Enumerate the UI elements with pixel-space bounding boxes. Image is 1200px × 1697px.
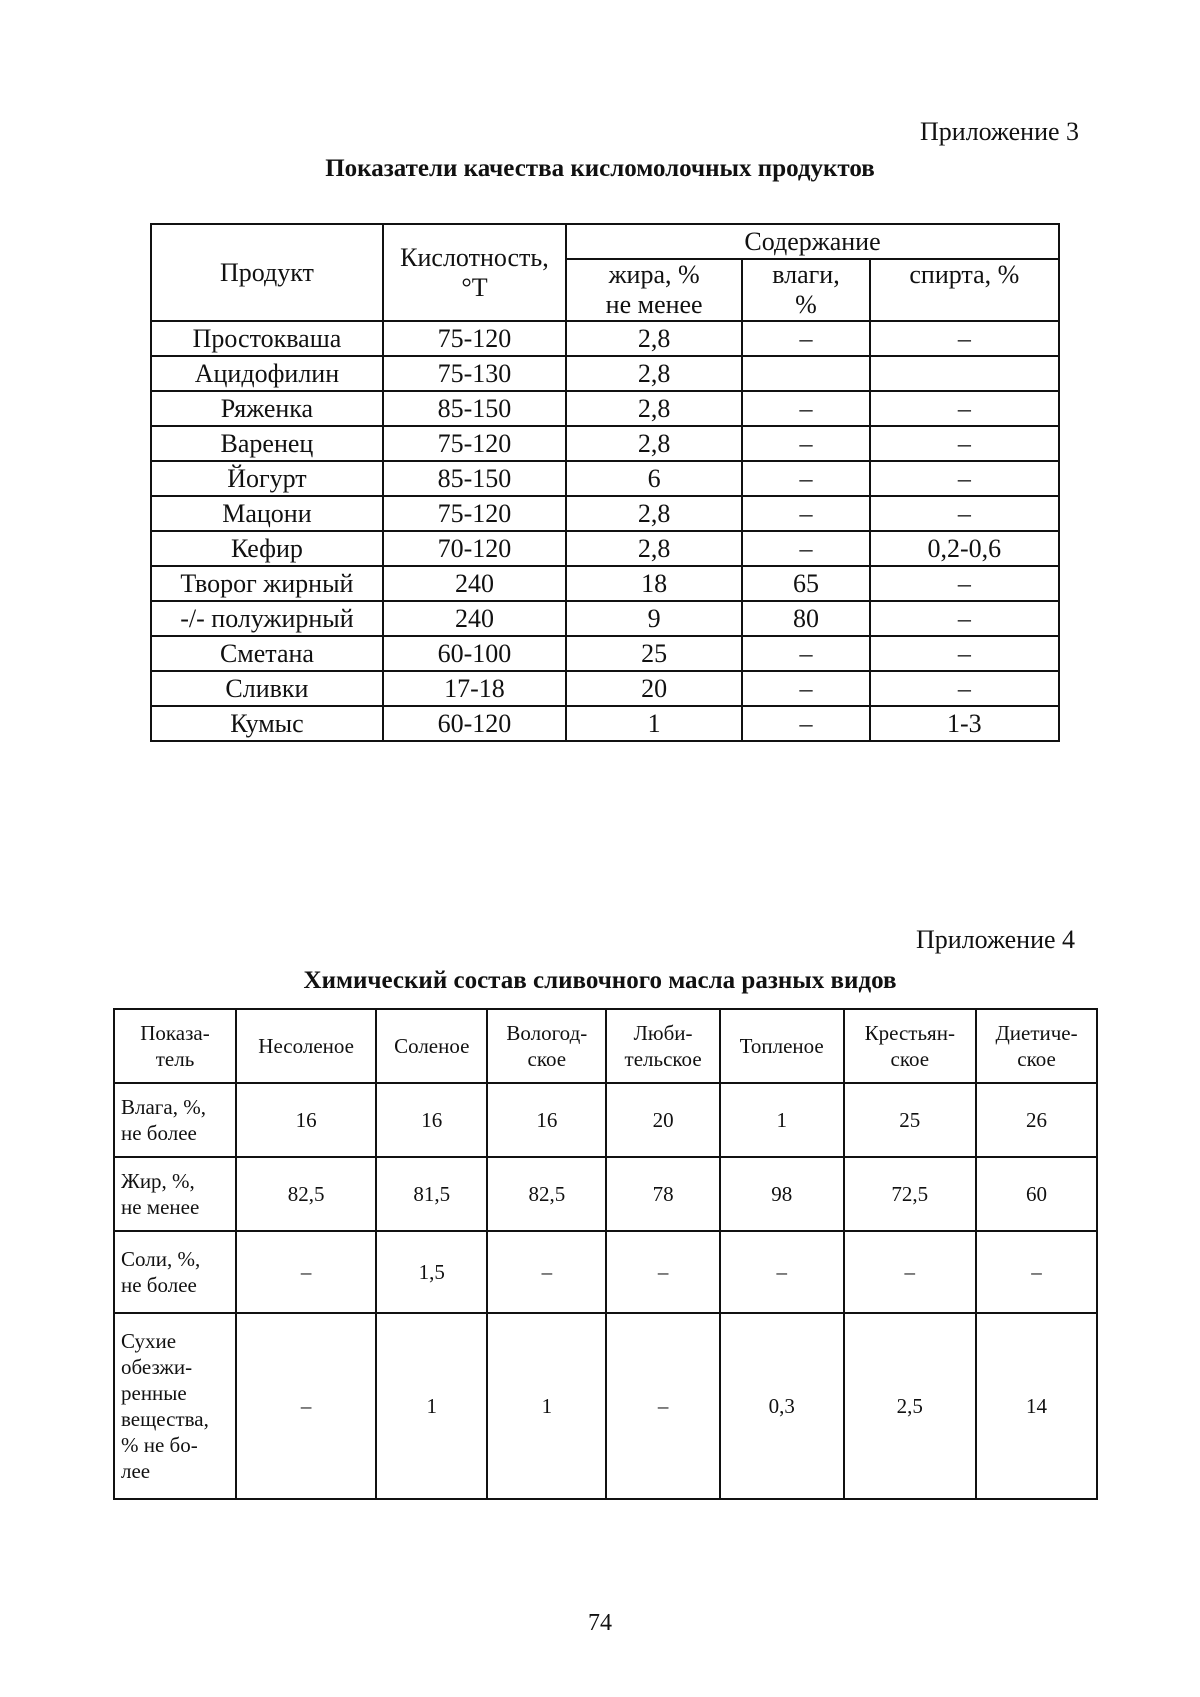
cell-moisture: – (742, 671, 869, 706)
cell-moisture (742, 356, 869, 391)
cell-acidity: 85-150 (383, 391, 566, 426)
header-amateur-line2: тельское (624, 1047, 702, 1071)
table-row (151, 531, 1059, 566)
cell-moisture: – (742, 426, 869, 461)
cell-value: – (844, 1231, 977, 1313)
header-indicator (114, 1009, 236, 1083)
cell-acidity: 60-100 (383, 636, 566, 671)
cell-product: Кефир (151, 531, 383, 566)
dairy-quality-table (150, 223, 1060, 742)
header-peasant-line1: Крестьян- (864, 1021, 955, 1045)
table-row (151, 461, 1059, 496)
row-label (114, 1083, 236, 1157)
cell-alcohol: – (870, 671, 1059, 706)
header-vologda (487, 1009, 606, 1083)
row-label-line: Соли, %, (121, 1247, 201, 1271)
cell-value: – (487, 1231, 606, 1313)
header-content: Содержание (566, 224, 1059, 259)
cell-value: 98 (720, 1157, 844, 1231)
row-label-line: обезжи- (121, 1355, 193, 1379)
cell-acidity: 70-120 (383, 531, 566, 566)
cell-value: 25 (844, 1083, 977, 1157)
cell-value: 26 (976, 1083, 1097, 1157)
header-peasant (844, 1009, 977, 1083)
table-row (151, 636, 1059, 671)
cell-value: 82,5 (236, 1157, 376, 1231)
cell-value: – (236, 1313, 376, 1499)
header-diet (976, 1009, 1097, 1083)
header-vologda-line1: Вологод- (506, 1021, 588, 1045)
header-product: Продукт (151, 224, 383, 321)
cell-acidity: 85-150 (383, 461, 566, 496)
cell-value: – (236, 1231, 376, 1313)
cell-value: 60 (976, 1157, 1097, 1231)
cell-product: Йогурт (151, 461, 383, 496)
cell-acidity: 75-130 (383, 356, 566, 391)
cell-product: Простокваша (151, 321, 383, 356)
cell-acidity: 75-120 (383, 496, 566, 531)
header-moisture (742, 259, 869, 321)
cell-moisture: 65 (742, 566, 869, 601)
appendix-4-label: Приложение 4 (916, 925, 1076, 954)
row-label-line: лее (121, 1459, 151, 1483)
cell-value: 81,5 (376, 1157, 487, 1231)
header-acidity (383, 224, 566, 321)
row-label-line: не более (121, 1273, 197, 1297)
cell-moisture: – (742, 391, 869, 426)
header-indicator-line1: Показа- (140, 1021, 210, 1045)
cell-value: 16 (376, 1083, 487, 1157)
cell-value: 20 (606, 1083, 720, 1157)
cell-acidity: 60-120 (383, 706, 566, 741)
cell-alcohol: – (870, 391, 1059, 426)
cell-product: -/- полужирный (151, 601, 383, 636)
cell-product: Кумыс (151, 706, 383, 741)
cell-moisture: – (742, 461, 869, 496)
header-unsalted: Несоленое (236, 1009, 376, 1083)
header-fat-note: не менее (605, 290, 703, 319)
row-label-line: ренные (121, 1381, 187, 1405)
cell-moisture: – (742, 636, 869, 671)
page-number: 74 (588, 1610, 612, 1636)
table-row (151, 426, 1059, 461)
row-label (114, 1157, 236, 1231)
cell-fat: 2,8 (566, 496, 742, 531)
cell-value: 1,5 (376, 1231, 487, 1313)
cell-value: 16 (236, 1083, 376, 1157)
cell-value: – (976, 1231, 1097, 1313)
cell-alcohol: – (870, 566, 1059, 601)
appendix-3-title: Показатели качества кисломолочных продуктов (325, 155, 875, 182)
cell-acidity: 17-18 (383, 671, 566, 706)
cell-fat: 6 (566, 461, 742, 496)
header-moisture-unit: % (795, 290, 817, 319)
cell-moisture: – (742, 531, 869, 566)
cell-fat: 2,8 (566, 391, 742, 426)
table-row (151, 496, 1059, 531)
cell-alcohol: – (870, 426, 1059, 461)
header-peasant-line2: ское (890, 1047, 930, 1071)
cell-alcohol: – (870, 636, 1059, 671)
header-diet-line2: ское (1017, 1047, 1056, 1071)
row-label-line: не менее (121, 1195, 200, 1219)
cell-product: Варенец (151, 426, 383, 461)
table-row (151, 706, 1059, 741)
header-amateur-line1: Люби- (633, 1021, 693, 1045)
row-label (114, 1313, 236, 1499)
row-label-line: % не бо- (121, 1433, 198, 1457)
cell-acidity: 75-120 (383, 321, 566, 356)
header-melted: Топленое (720, 1009, 844, 1083)
cell-value: 14 (976, 1313, 1097, 1499)
cell-alcohol: 0,2-0,6 (870, 531, 1059, 566)
header-diet-line1: Диетиче- (995, 1021, 1078, 1045)
cell-value: – (606, 1313, 720, 1499)
header-fat-label: жира, % (608, 260, 700, 289)
table-row (151, 321, 1059, 356)
cell-fat: 2,8 (566, 356, 742, 391)
header-vologda-line2: ское (527, 1047, 567, 1071)
cell-product: Творог жирный (151, 566, 383, 601)
cell-fat: 20 (566, 671, 742, 706)
header-acidity-label: Кислотность, (400, 242, 549, 272)
cell-value: – (720, 1231, 844, 1313)
cell-acidity: 240 (383, 601, 566, 636)
cell-value: 1 (487, 1313, 606, 1499)
cell-product: Сметана (151, 636, 383, 671)
cell-value: 82,5 (487, 1157, 606, 1231)
cell-alcohol: – (870, 321, 1059, 356)
cell-product: Ацидофилин (151, 356, 383, 391)
row-label-line: Сухие (121, 1329, 177, 1353)
cell-product: Ряженка (151, 391, 383, 426)
table-row (114, 1313, 1097, 1499)
cell-value: 78 (606, 1157, 720, 1231)
row-label (114, 1231, 236, 1313)
cell-product: Сливки (151, 671, 383, 706)
cell-alcohol (870, 356, 1059, 391)
cell-moisture: – (742, 496, 869, 531)
table-row (151, 356, 1059, 391)
cell-moisture: – (742, 321, 869, 356)
table-row (114, 1231, 1097, 1313)
cell-fat: 2,8 (566, 531, 742, 566)
row-label-line: Влага, %, (121, 1095, 206, 1119)
cell-fat: 9 (566, 601, 742, 636)
appendix-4-title: Химический состав сливочного масла разных видов (303, 967, 897, 994)
header-indicator-line2: тель (155, 1047, 195, 1071)
cell-acidity: 75-120 (383, 426, 566, 461)
cell-fat: 1 (566, 706, 742, 741)
header-salted: Соленое (376, 1009, 487, 1083)
butter-composition-table (113, 1008, 1098, 1500)
cell-alcohol: – (870, 461, 1059, 496)
cell-fat: 2,8 (566, 321, 742, 356)
cell-moisture: 80 (742, 601, 869, 636)
cell-value: 0,3 (720, 1313, 844, 1499)
table-row (151, 566, 1059, 601)
cell-value: 2,5 (844, 1313, 977, 1499)
cell-fat: 25 (566, 636, 742, 671)
cell-value: – (606, 1231, 720, 1313)
cell-product: Мацони (151, 496, 383, 531)
cell-alcohol: – (870, 601, 1059, 636)
header-fat (566, 259, 742, 321)
table-row (114, 1157, 1097, 1231)
header-alcohol: спирта, % (870, 259, 1059, 321)
cell-value: 1 (376, 1313, 487, 1499)
header-amateur (606, 1009, 720, 1083)
table-row (151, 601, 1059, 636)
cell-alcohol: – (870, 496, 1059, 531)
row-label-line: вещества, (121, 1407, 209, 1431)
table-row (151, 391, 1059, 426)
table-row (151, 671, 1059, 706)
cell-alcohol: 1-3 (870, 706, 1059, 741)
row-label-line: Жир, %, (121, 1169, 195, 1193)
header-moisture-label: влаги, (772, 260, 840, 289)
row-label-line: не более (121, 1121, 197, 1145)
cell-fat: 18 (566, 566, 742, 601)
cell-value: 16 (487, 1083, 606, 1157)
cell-acidity: 240 (383, 566, 566, 601)
header-acidity-unit: °Т (461, 272, 488, 302)
cell-value: 72,5 (844, 1157, 977, 1231)
cell-value: 1 (720, 1083, 844, 1157)
cell-fat: 2,8 (566, 426, 742, 461)
table-row (114, 1083, 1097, 1157)
appendix-3-label: Приложение 3 (920, 117, 1080, 146)
cell-moisture: – (742, 706, 869, 741)
